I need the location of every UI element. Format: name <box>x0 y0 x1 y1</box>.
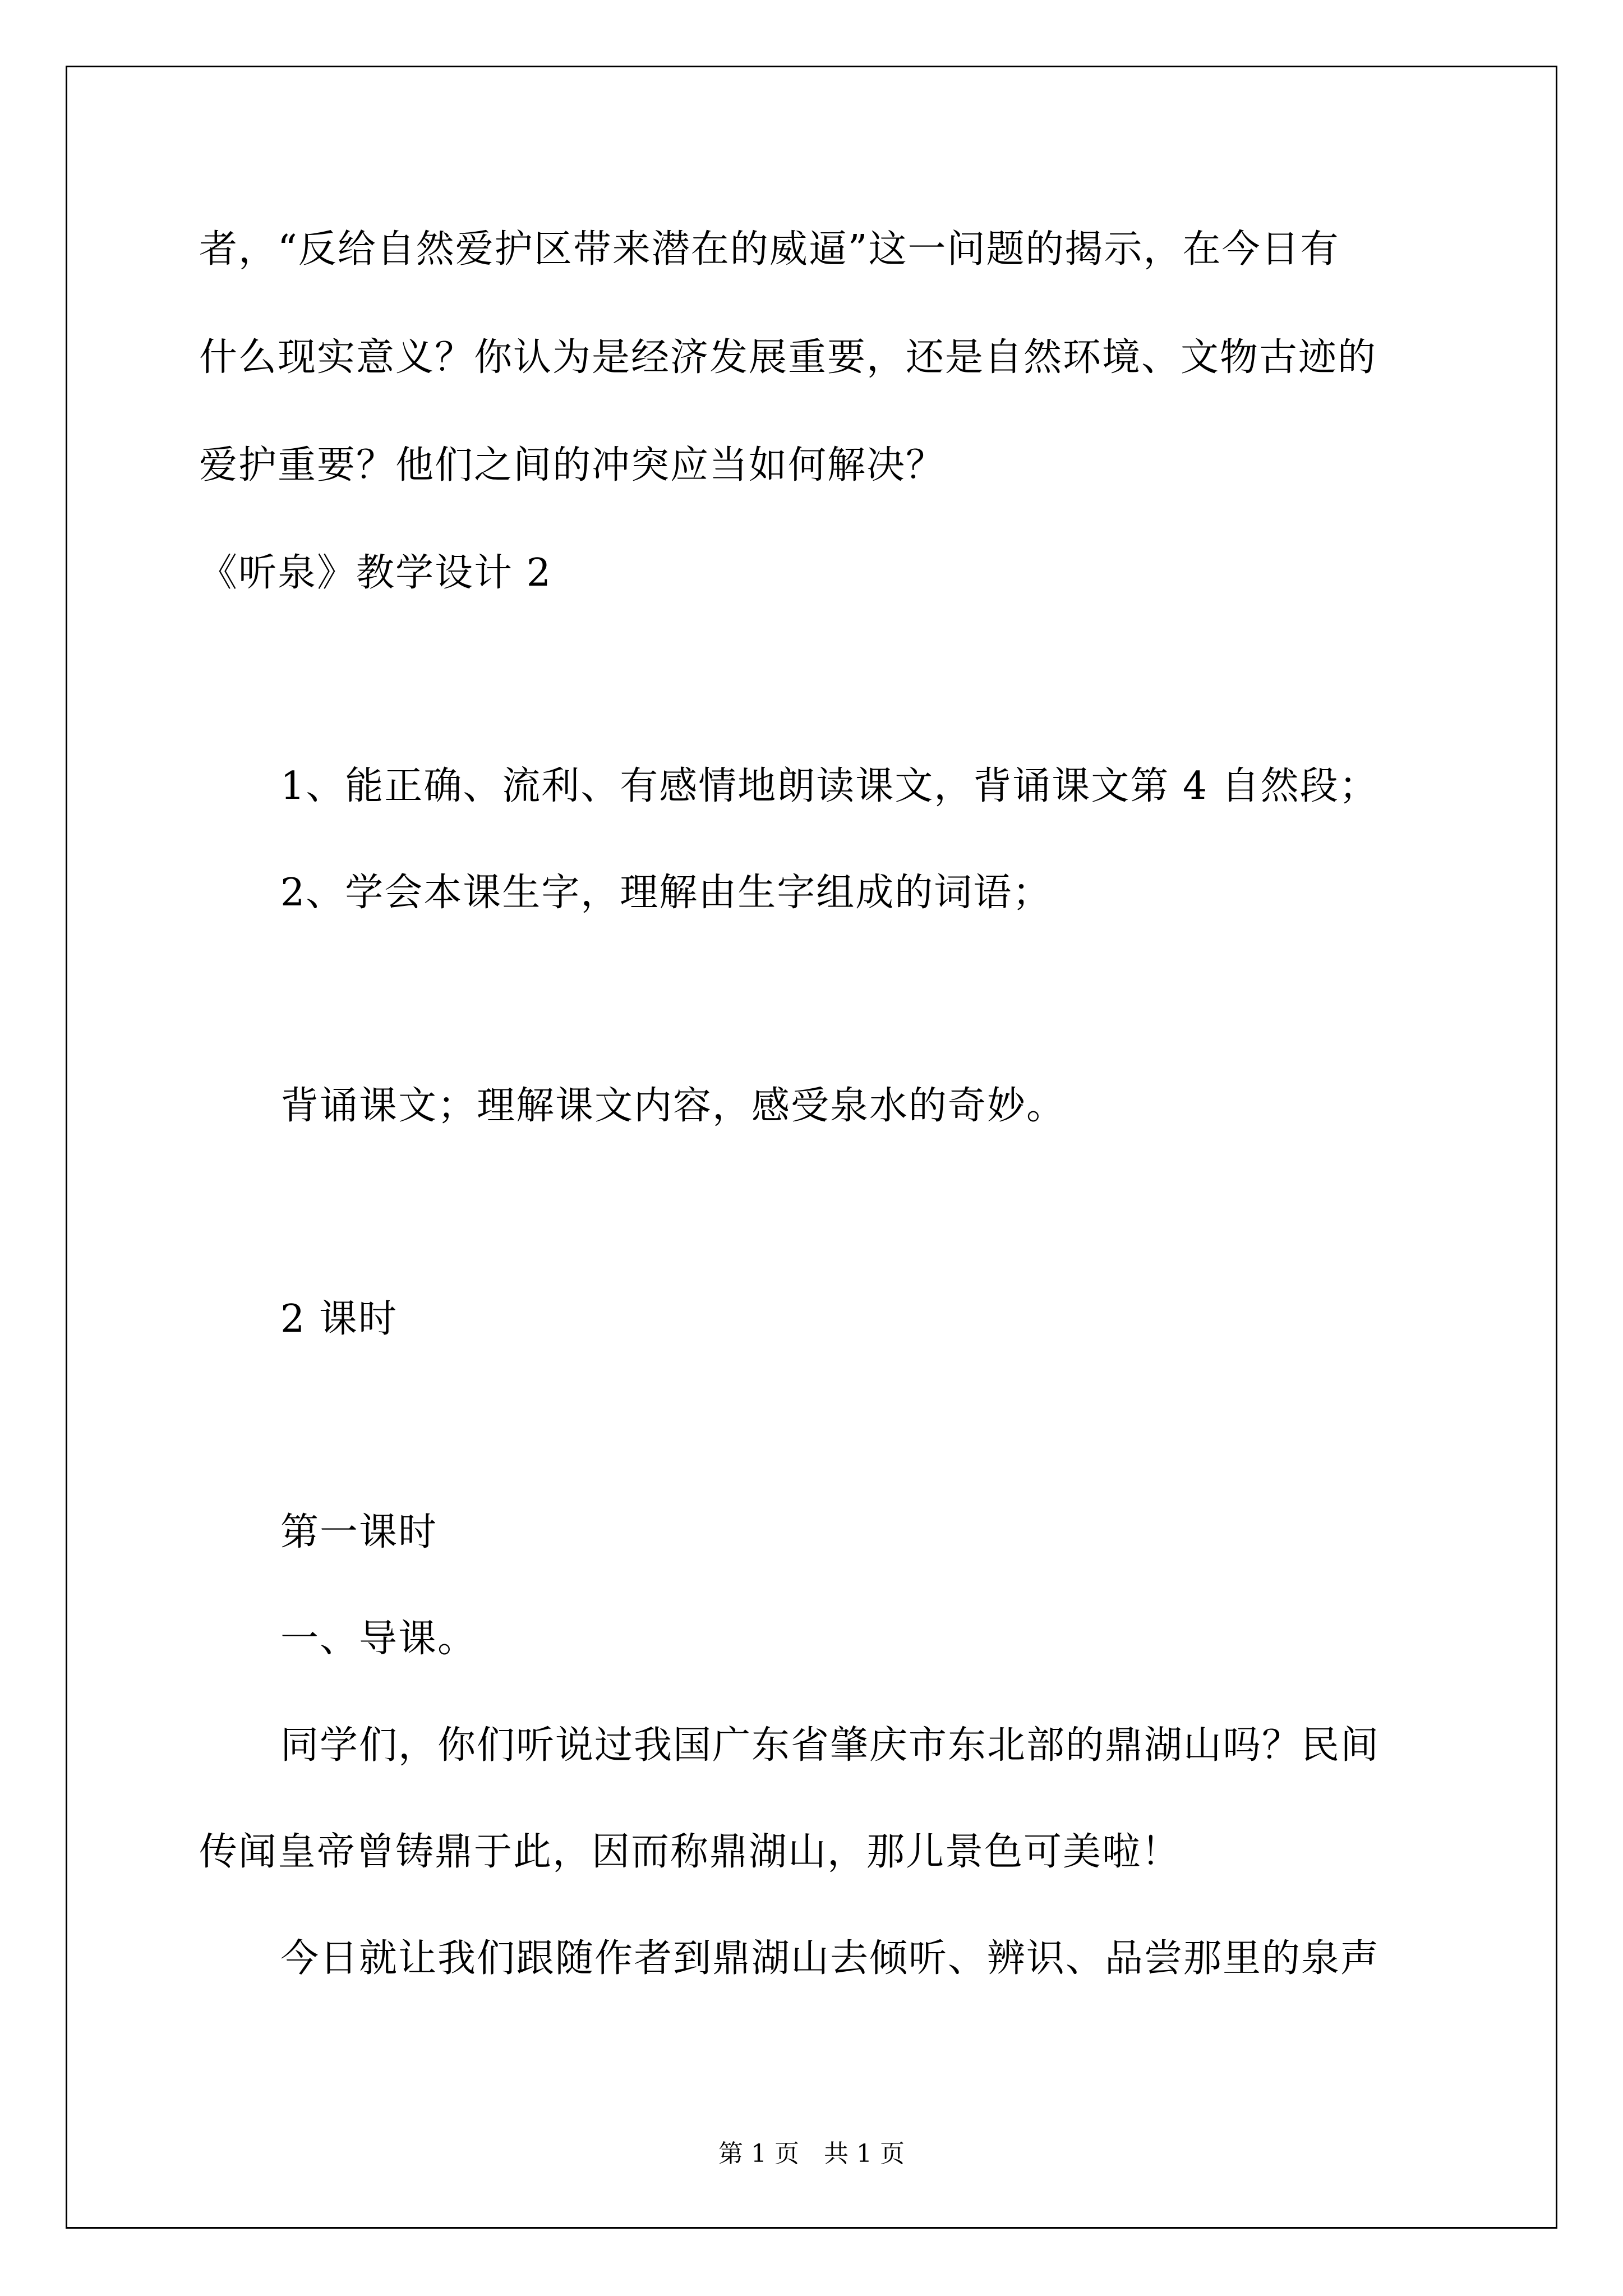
page-number-footer: 第 1 页 共 1 页 <box>718 2139 905 2168</box>
lesson-heading: 第一课时 <box>280 1510 438 1554</box>
key-point: 背诵课文；理解课文内容，感受泉水的奇妙。 <box>280 1084 1066 1128</box>
step-heading: 一、导课。 <box>280 1617 477 1661</box>
objective-2: 2、学会本课生字，理解由生字组成的词语； <box>280 871 1052 915</box>
body-line-intro-2: 传闻皇帝曾铸鼎于此，因而称鼎湖山，那儿景色可美啦！ <box>199 1830 1181 1874</box>
body-line-2: 什么现实意义？你认为是经济发展重要，还是自然环境、文物古迹的 <box>199 335 1377 380</box>
body-line-intro-1: 同学们，你们听说过我国广东省肇庆市东北部的鼎湖山吗？民间 <box>280 1723 1380 1768</box>
body-line-3: 爱护重要？他们之间的冲突应当如何解决？ <box>199 443 946 487</box>
body-line-1: 者，“反给自然爱护区带来潜在的威逼”这一问题的揭示，在今日有 <box>199 227 1340 272</box>
objective-1: 1、能正确、流利、有感情地朗读课文，背诵课文第 4 自然段； <box>280 764 1378 808</box>
class-hours: 2 课时 <box>280 1297 398 1341</box>
section-heading: 《听泉》教学设计 2 <box>199 551 552 595</box>
body-line-intro-3: 今日就让我们跟随作者到鼎湖山去倾听、辨识、品尝那里的泉声 <box>280 1936 1380 1981</box>
page-border <box>66 66 1557 2229</box>
